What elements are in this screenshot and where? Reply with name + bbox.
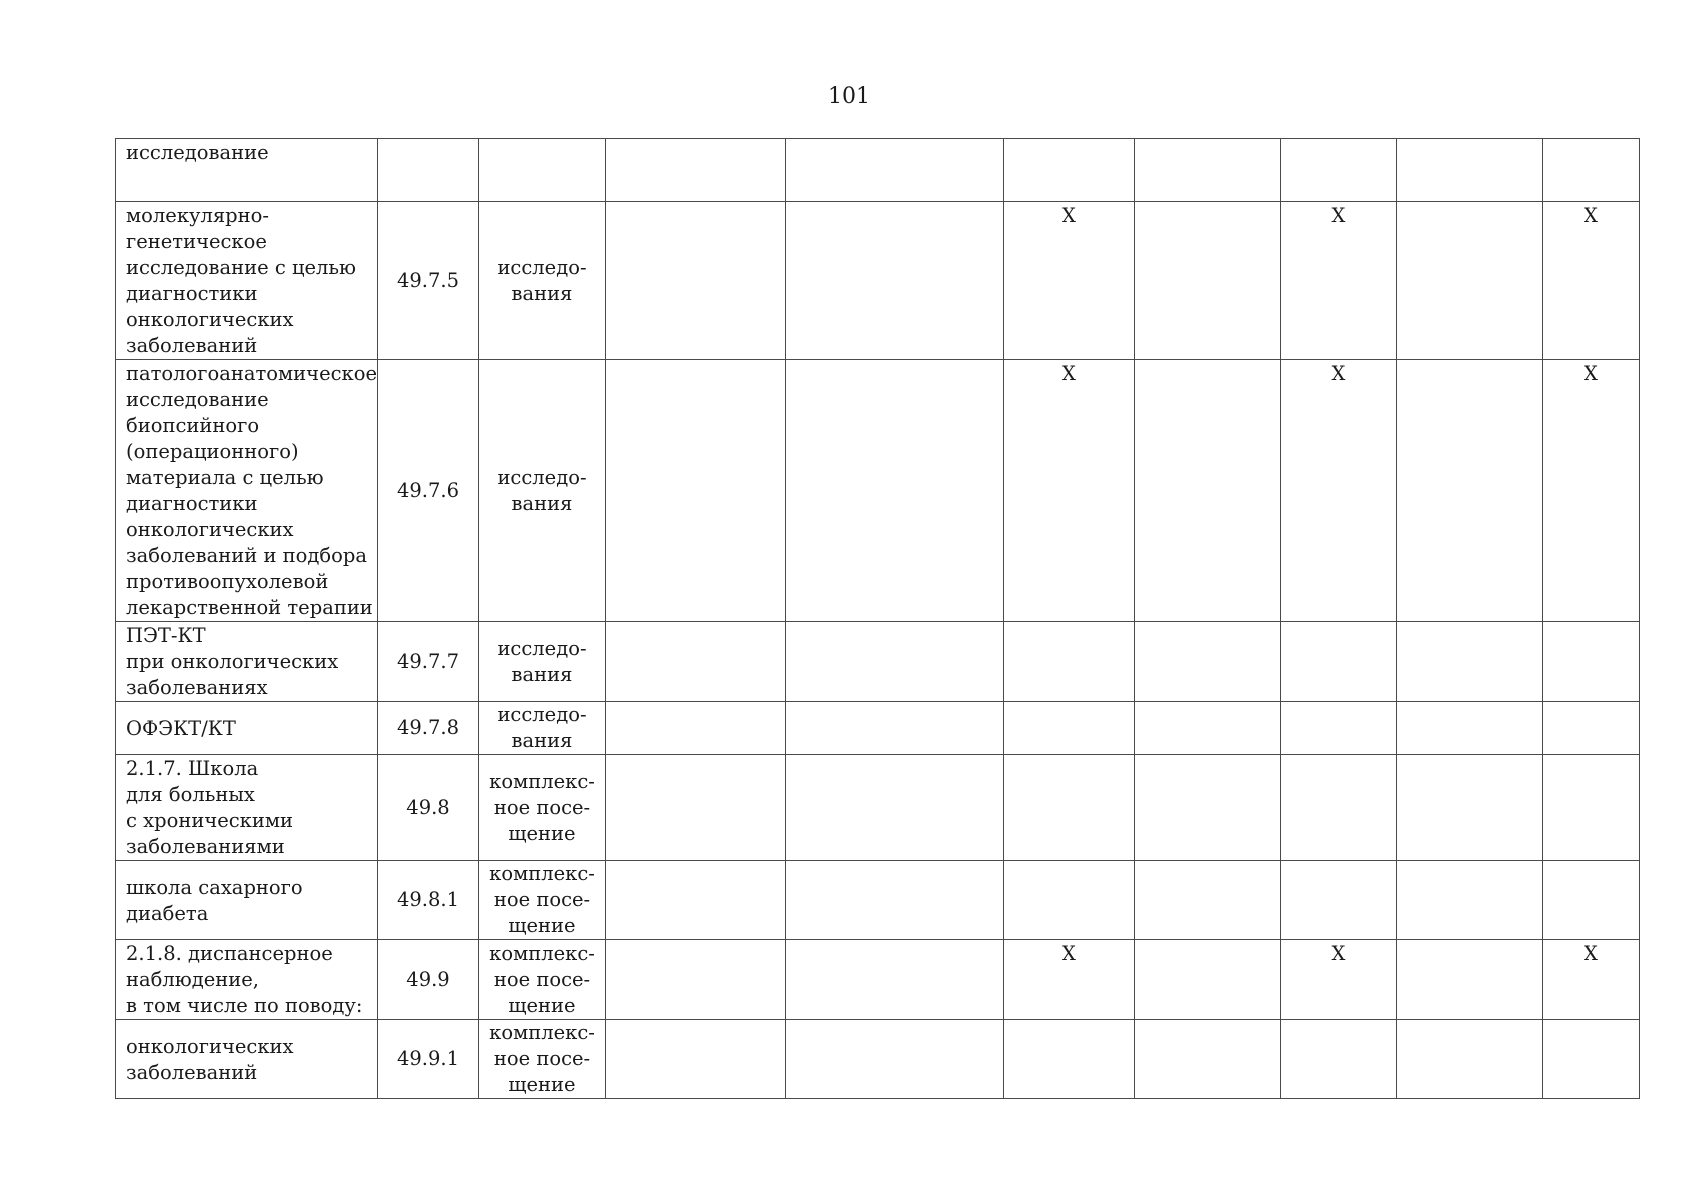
value-cell — [1004, 622, 1135, 702]
unit-cell: исследо- вания — [479, 702, 606, 755]
table-row — [116, 622, 1640, 702]
value-cell: X — [1281, 360, 1397, 622]
value-cell — [606, 940, 786, 1020]
value-cell — [1281, 139, 1397, 202]
value-cell — [1135, 940, 1281, 1020]
value-cell: X — [1004, 940, 1135, 1020]
value-cell — [606, 622, 786, 702]
unit-cell: комплекс- ное посе- щение — [479, 1020, 606, 1099]
value-cell — [1004, 861, 1135, 940]
service-name-cell: ОФЭКТ/КТ — [116, 702, 378, 755]
value-cell — [606, 360, 786, 622]
value-cell — [1397, 755, 1543, 861]
value-cell — [786, 202, 1004, 360]
code-cell: 49.8.1 — [378, 861, 479, 940]
value-cell: X — [1004, 360, 1135, 622]
unit-cell: комплекс- ное посе- щение — [479, 861, 606, 940]
value-cell — [786, 861, 1004, 940]
table-row — [116, 202, 1640, 360]
value-cell — [786, 755, 1004, 861]
table-row — [116, 940, 1640, 1020]
value-cell — [606, 755, 786, 861]
services-table — [115, 138, 1640, 1099]
value-cell — [1397, 360, 1543, 622]
value-cell — [1397, 1020, 1543, 1099]
value-cell — [786, 702, 1004, 755]
value-cell — [1004, 1020, 1135, 1099]
code-cell: 49.9 — [378, 940, 479, 1020]
value-cell — [786, 622, 1004, 702]
value-cell — [1543, 861, 1640, 940]
service-name-cell: ПЭТ-КТ при онкологических заболеваниях — [116, 622, 378, 702]
code-cell — [378, 139, 479, 202]
table-row — [116, 360, 1640, 622]
unit-cell: исследо- вания — [479, 360, 606, 622]
code-cell: 49.9.1 — [378, 1020, 479, 1099]
value-cell — [606, 702, 786, 755]
value-cell — [1135, 360, 1281, 622]
table-row — [116, 702, 1640, 755]
value-cell — [1543, 139, 1640, 202]
value-cell: X — [1281, 202, 1397, 360]
value-cell — [1004, 702, 1135, 755]
service-name-cell: онкологических заболеваний — [116, 1020, 378, 1099]
value-cell — [1135, 139, 1281, 202]
table-row — [116, 139, 1640, 202]
code-cell: 49.8 — [378, 755, 479, 861]
unit-cell — [479, 139, 606, 202]
value-cell — [1135, 622, 1281, 702]
value-cell — [1281, 702, 1397, 755]
value-cell — [786, 360, 1004, 622]
value-cell: X — [1543, 202, 1640, 360]
page-number: 101 — [828, 84, 870, 109]
code-cell: 49.7.7 — [378, 622, 479, 702]
value-cell — [1543, 702, 1640, 755]
table-body — [116, 139, 1640, 1099]
table-row — [116, 1020, 1640, 1099]
value-cell — [1281, 1020, 1397, 1099]
value-cell: X — [1281, 940, 1397, 1020]
unit-cell: комплекс- ное посе- щение — [479, 940, 606, 1020]
value-cell — [1543, 622, 1640, 702]
value-cell — [786, 940, 1004, 1020]
value-cell — [1281, 861, 1397, 940]
table-row — [116, 755, 1640, 861]
value-cell — [1135, 202, 1281, 360]
code-cell: 49.7.8 — [378, 702, 479, 755]
value-cell — [1397, 202, 1543, 360]
code-cell: 49.7.5 — [378, 202, 479, 360]
value-cell — [1397, 622, 1543, 702]
value-cell — [606, 139, 786, 202]
value-cell — [1135, 861, 1281, 940]
value-cell — [606, 1020, 786, 1099]
service-name-cell: 2.1.8. диспансерное наблюдение, в том числе по поводу: — [116, 940, 378, 1020]
value-cell — [606, 202, 786, 360]
value-cell — [1397, 940, 1543, 1020]
code-cell: 49.7.6 — [378, 360, 479, 622]
value-cell — [1543, 755, 1640, 861]
service-name-cell: школа сахарного диабета — [116, 861, 378, 940]
service-name-cell: молекулярно- генетическое исследование с целью диагностики онкологических заболеваний — [116, 202, 378, 360]
value-cell — [1135, 1020, 1281, 1099]
value-cell — [1135, 755, 1281, 861]
value-cell: X — [1004, 202, 1135, 360]
value-cell — [1397, 861, 1543, 940]
service-name-cell: 2.1.7. Школа для больных с хроническими заболеваниями — [116, 755, 378, 861]
value-cell — [1004, 139, 1135, 202]
value-cell — [1004, 755, 1135, 861]
service-name-cell: исследование — [116, 139, 378, 202]
value-cell: X — [1543, 940, 1640, 1020]
unit-cell: комплекс- ное посе- щение — [479, 755, 606, 861]
value-cell — [1543, 1020, 1640, 1099]
value-cell — [1397, 139, 1543, 202]
unit-cell: исследо- вания — [479, 622, 606, 702]
value-cell: X — [1543, 360, 1640, 622]
value-cell — [1135, 702, 1281, 755]
unit-cell: исследо- вания — [479, 202, 606, 360]
value-cell — [1281, 755, 1397, 861]
table-row — [116, 861, 1640, 940]
value-cell — [606, 861, 786, 940]
service-name-cell: патологоанатомическое исследование биопсийного (операционного) материала с целью диагностики онкологических заболеваний и подбора противоопухолевой лекарственной терапии — [116, 360, 378, 622]
value-cell — [786, 139, 1004, 202]
value-cell — [786, 1020, 1004, 1099]
value-cell — [1281, 622, 1397, 702]
value-cell — [1397, 702, 1543, 755]
